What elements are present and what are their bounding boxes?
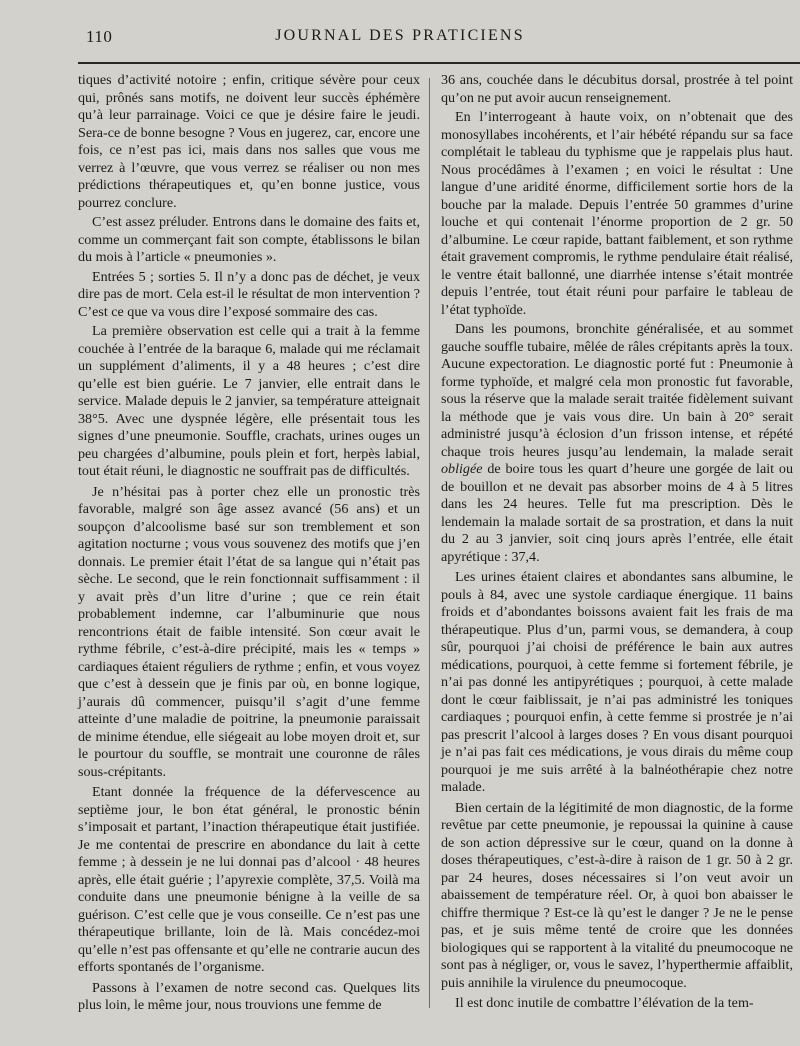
paragraph: Je n’hésitai pas à porter chez elle un pronostic très favorable, malgré son âge assez avancé (56 ans) et un soupçon d’alcoolisme basé sur son tremblement et son agitation nocturne ; vous vous souvenez des motifs que j’en donnais. Le premier était l’état de sa langue qui n’était pas sèche. Le second, que le rein fonctionnait suffisamment : il y avait près d’un litre d’urine ; que ce rein était probablement indemne, car l’albuminurie que nous rencontrions était de faible intensité. Son cœur avait le rythme fébrile, c’est-à-dire précipité, mais les « temps » cardiaques étaient réguliers de rythme ; enfin, et vous voyez que c’est à dessein que je finis par où, en bonne logique, j’aurais dû commencer, puisqu’il s’agit d’une femme atteinte d’une maladie de poitrine, la pneumonie paraissait de minime étendue, elle siégeait au lobe moyen droit et, sur le pourtour du souffle, se montrait une couronne de râles sous-crépitants. [78, 483, 420, 780]
emphasis: obligée [441, 461, 483, 477]
header-rule [78, 62, 800, 64]
paragraph: La première observation est celle qui a trait à la femme couchée à l’entrée de la baraque 6, malade qui me réclamait un supplément d’aliments, il y a 48 heures ; c’est dire qu’elle est bien guérie. Le 7 janvier, elle entrait dans le service. Malade depuis le 2 janvier, sa température atteignait 38°5. Avec une dyspnée légère, elle présentait tous les signes d’une pneumonie. Souffle, crachats, urines ouges un peu chargées d’albumine, pouls plein et fort, herpès labial, tout était réuni, le diagnostic ne souffrait pas de difficultés. [78, 323, 420, 479]
page-number: 110 [86, 27, 113, 46]
paragraph: Entrées 5 ; sorties 5. Il n’y a donc pas de déchet, je veux dire pas de mort. Cela est-il le résultat de mon intervention ? C’est ce que va vous dire l’exposé sommaire des cas. [78, 268, 420, 320]
paragraph: 36 ans, couchée dans le décubitus dorsal, prostrée à tel point qu’on ne put avoir aucun renseignement. [441, 72, 793, 106]
paragraph: En l’interrogeant à haute voix, on n’obtenait que des monosyllabes incohérents, et l’air hébété répandu sur sa face complétait le tableau du typhisme que je rappelais plus haut. Nous procédâmes à l’examen ; en voici le résultat : Une langue d’une aridité énorme, difficilement sortie hors de la bouche par la malade. Depuis l’entrée 50 grammes d’urine louche et qui contenait l’énorme proportion de 2 gr. 50 d’albumine. Le cœur rapide, battant faiblement, et son rythme était gravement compromis, le rythme pendulaire était réalisé, le ventre était ballonné, une diarrhée intense s’était montrée depuis l’entrée, tout était réuni pour parfaire le tableau de l’état typhoïde. [441, 109, 793, 318]
paragraph: tiques d’activité notoire ; enfin, critique sévère pour ceux qui, prônés sans motifs, ne doivent leur succès éphémère qu’à leur parrainage. Voici ce que je désire faire le jeudi. Sera-ce de bonne besogne ? Vous en jugerez, car, encore une fois, ce n’est pas ici, mais dans nos salles que vous me verrez à l’œuvre, que vous verrez se réaliser ou non mes prédictions thérapeutiques et, qu’en bonne justice, vous pourrez conclure. [78, 72, 420, 211]
right-column [441, 72, 793, 1015]
paragraph: Bien certain de la légitimité de mon diagnostic, de la forme revêtue par cette pneumonie, je repoussai la quinine à cause de son action dépressive sur le cœur, quand on la donne à doses thérapeutiques, c’est-à-dire à raison de 1 gr. 50 à 2 gr. par 24 heures, doses nécessaires si l’on veut avoir un abaissement de température réel. Or, à quoi bon abaisser le chiffre thermique ? Est-ce là qu’est le danger ? Je ne le pense pas, et je suis même tenté de croire que les données biologiques qui se rapportent à la vitalité du pneumocoque ne sont pas à négliger, or, vous le savez, l’hyperthermie affaiblit, puis annihile la virulence du pneumocoque. [441, 799, 793, 991]
paragraph: Les urines étaient claires et abondantes sans albumine, le pouls à 84, avec une systole cardiaque énergique. 11 bains froids et d’abondantes boissons avaient fait les frais de ma thérapeutique. Plus d’un, parmi vous, se demandera, à coup sûr, pourquoi j’ai choisi de préférence le bain aux autres médications, pourquoi, à cette femme si fortement fébrile, je n’ai pas donné les antipyrétiques ; pourquoi, à cette malade dont le cœur faiblissait, je n’ai pas administré les toniques cardiaques ; pourquoi enfin, à cette femme si prostrée je n’ai pas prescrit l’alcool à larges doses ? En vous disant pourquoi je n’ai pas fait ces médications, je vous dirais du même coup pourquoi je me suis arrêté à la balnéothérapie chez notre malade. [441, 569, 793, 795]
running-title: JOURNAL DES PRATICIENS [275, 27, 525, 44]
paragraph-text: de boire tous les quart d’heure une gorgée de lait ou de bouillon et ne devait pas absorber moins de 4 à 5 litres dans les 24 heures. Telle fut ma prescription. Dès le lendemain la malade sortait de sa prostration, et dans la nuit du 2 au 3 janvier, soit cinq jours après l’entrée, elle était apyrétique : 37,4. [441, 461, 793, 565]
left-column [78, 72, 420, 1017]
column-divider [429, 78, 430, 1008]
paragraph: Il est donc inutile de combattre l’élévation de la tem- [455, 995, 754, 1011]
paragraph-text: Dans les poumons, bronchite généralisée, et au sommet gauche souffle tubaire, mêlée de râles crépitants après la toux. Aucune expectoration. Le diagnostic porté fut : Pneumonie à forme typhoïde, et malgré cela mon pronostic fut favorable, sous la réserve que la malade serait traitée fidèlement suivant la méthode que je vais vous dire. Un bain à 20° serait administré jusqu’à éclosion d’un frisson intense, et répété chaque trois heures jusqu’au lendemain, la malade serait [441, 321, 793, 460]
paragraph: C’est assez préluder. Entrons dans le domaine des faits et, comme un commerçant fait son compte, établissons le bilan du mois à l’article « pneumonies ». [78, 214, 420, 265]
paragraph: Etant donnée la fréquence de la défervescence au septième jour, le bon état général, le pronostic bénin s’imposait et partant, l’inaction thérapeutique était justifiée. Je me contentai de prescrire en abondance du lait à cette femme ; à dessein je ne lui donnai pas d’alcool · 48 heures après, elle était guérie ; l’apyrexie complète, 37,5. Voilà ma conduite dans une pneumonie bénigne à la veille de sa guérison. C’est celle que je vous conseille. Ce n’est pas une thérapeutique brillante, loin de là. Mais concédez-moi qu’elle n’est pas offensante et qu’elle ne contrarie aucun des efforts spontanés de l’organisme. [78, 784, 420, 975]
paragraph: Passons à l’examen de notre second cas. Quelques lits plus loin, le même jour, nous trouvions une femme de [78, 979, 420, 1013]
paragraph [441, 321, 793, 566]
